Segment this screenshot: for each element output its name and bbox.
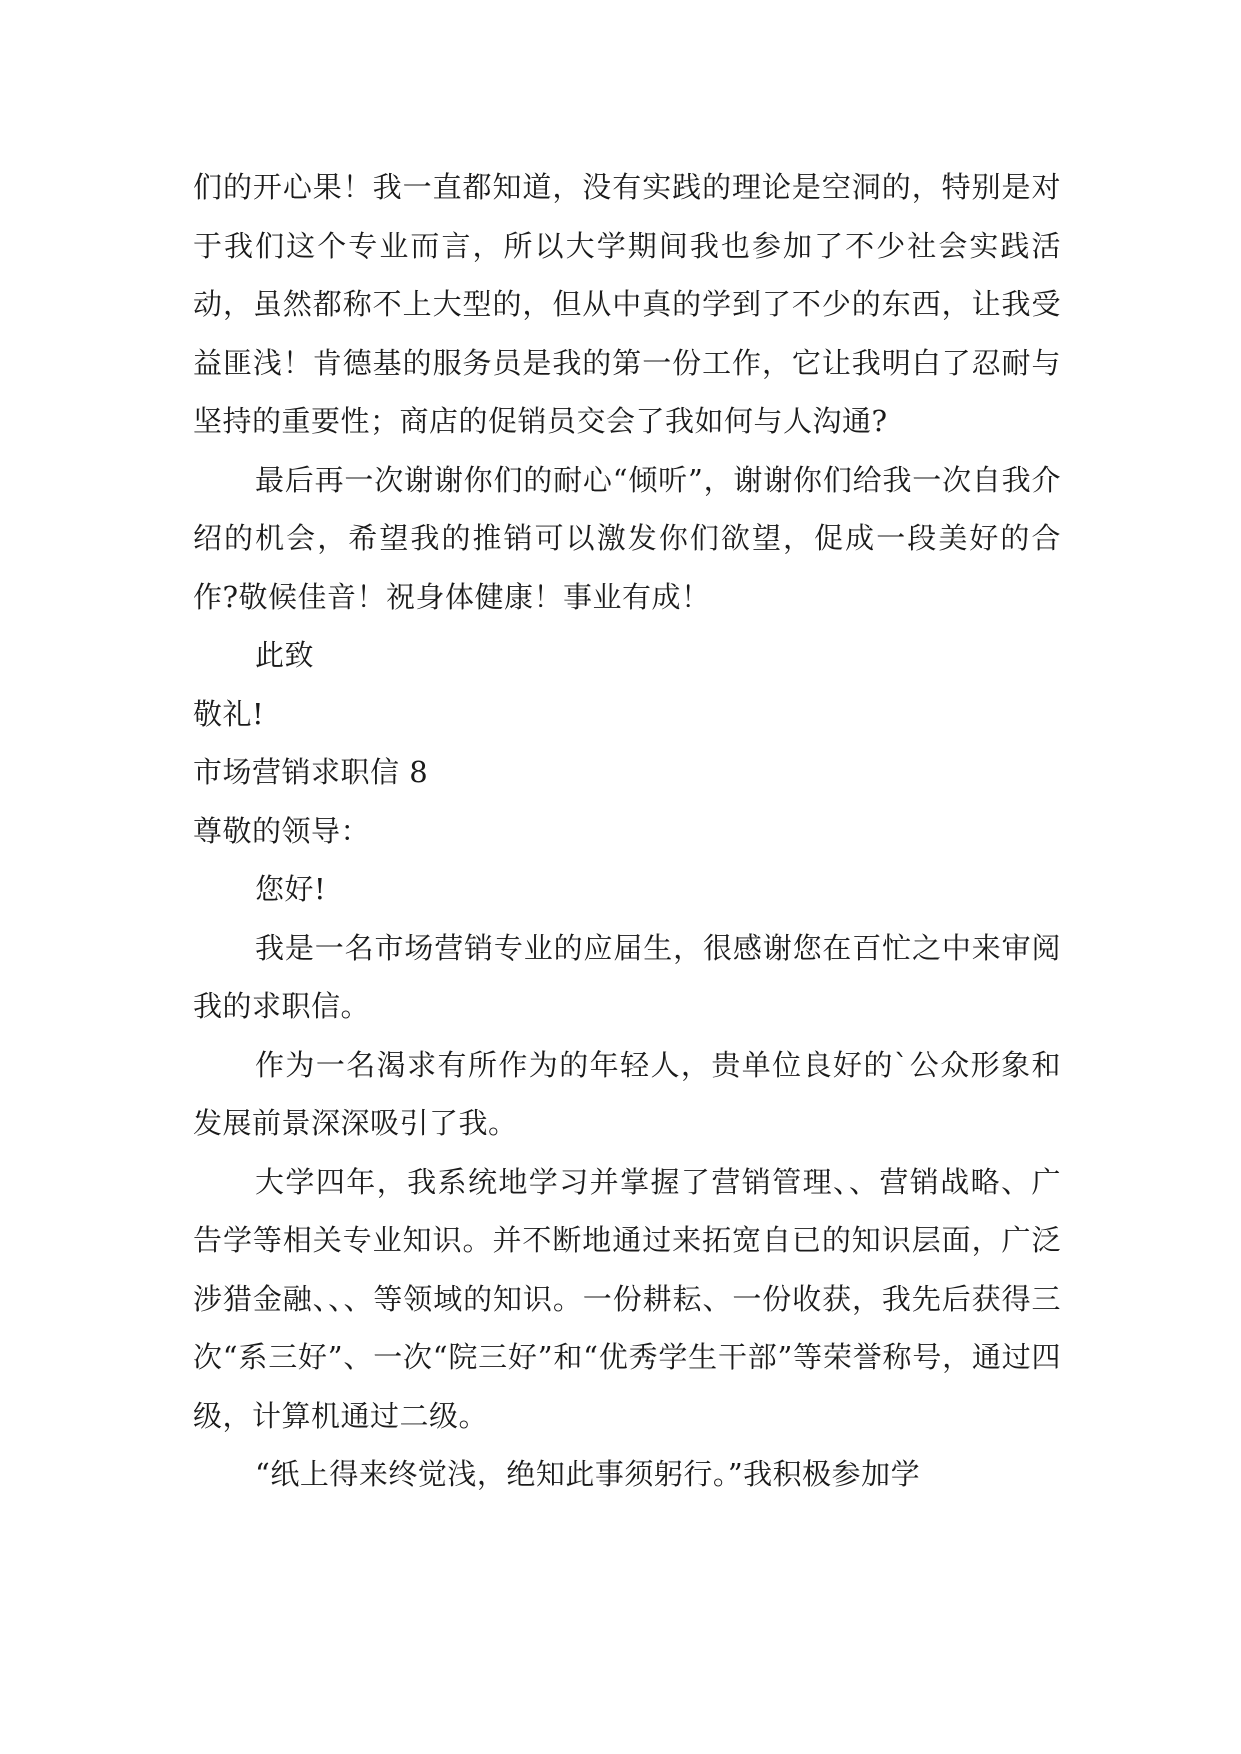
- document-body: [193, 158, 1061, 1504]
- section-heading: 市场营销求职信 8: [193, 755, 429, 789]
- letter-greeting: 尊敬的领导：: [193, 813, 371, 848]
- paragraph-education: 大学四年，我系统地学习并掌握了营销管理、、营销战略、广告学等相关专业知识。并不断地通过来拓宽自已的知识层面，广泛涉猎金融、、、等领域的知识。一份耕耘、一份收获，我先后获得三次“系三好”、一次“院三好”和“优秀学生干部”等荣誉称号，通过四级，计算机通过二级。: [193, 1164, 1061, 1433]
- paragraph-introduction: 我是一名市场营销专业的应届生，很感谢您在百忙之中来审阅我的求职信。: [193, 930, 1061, 1023]
- letter-hello: 您好!: [255, 872, 327, 906]
- paragraph-motivation: 作为一名渴求有所作为的年轻人，贵单位良好的`公众形象和发展前景深深吸引了我。: [193, 1047, 1061, 1140]
- paragraph-practice-quote: “纸上得来终觉浅，绝知此事须躬行。”我积极参加学: [255, 1457, 921, 1491]
- closing-regards: 敬礼!: [193, 696, 265, 731]
- paragraph-practice-experience: 们的开心果！我一直都知道，没有实践的理论是空洞的，特别是对于我们这个专业而言，所以大学期间我也参加了不少社会实践活动，虽然都称不上大型的，但从中真的学到了不少的东西，让我受益匪浅！肯德基的服务员是我的第一份工作，它让我明白了忍耐与坚持的重要性；商店的促销员交会了我如何与人沟通?: [193, 170, 1061, 438]
- closing-salutation: 此致: [255, 638, 315, 672]
- paragraph-closing-thanks: 最后再一次谢谢你们的耐心“倾听”，谢谢你们给我一次自我介绍的机会，希望我的推销可以激发你们欲望，促成一段美好的合作?敬候佳音！祝身体健康！事业有成！: [193, 462, 1061, 614]
